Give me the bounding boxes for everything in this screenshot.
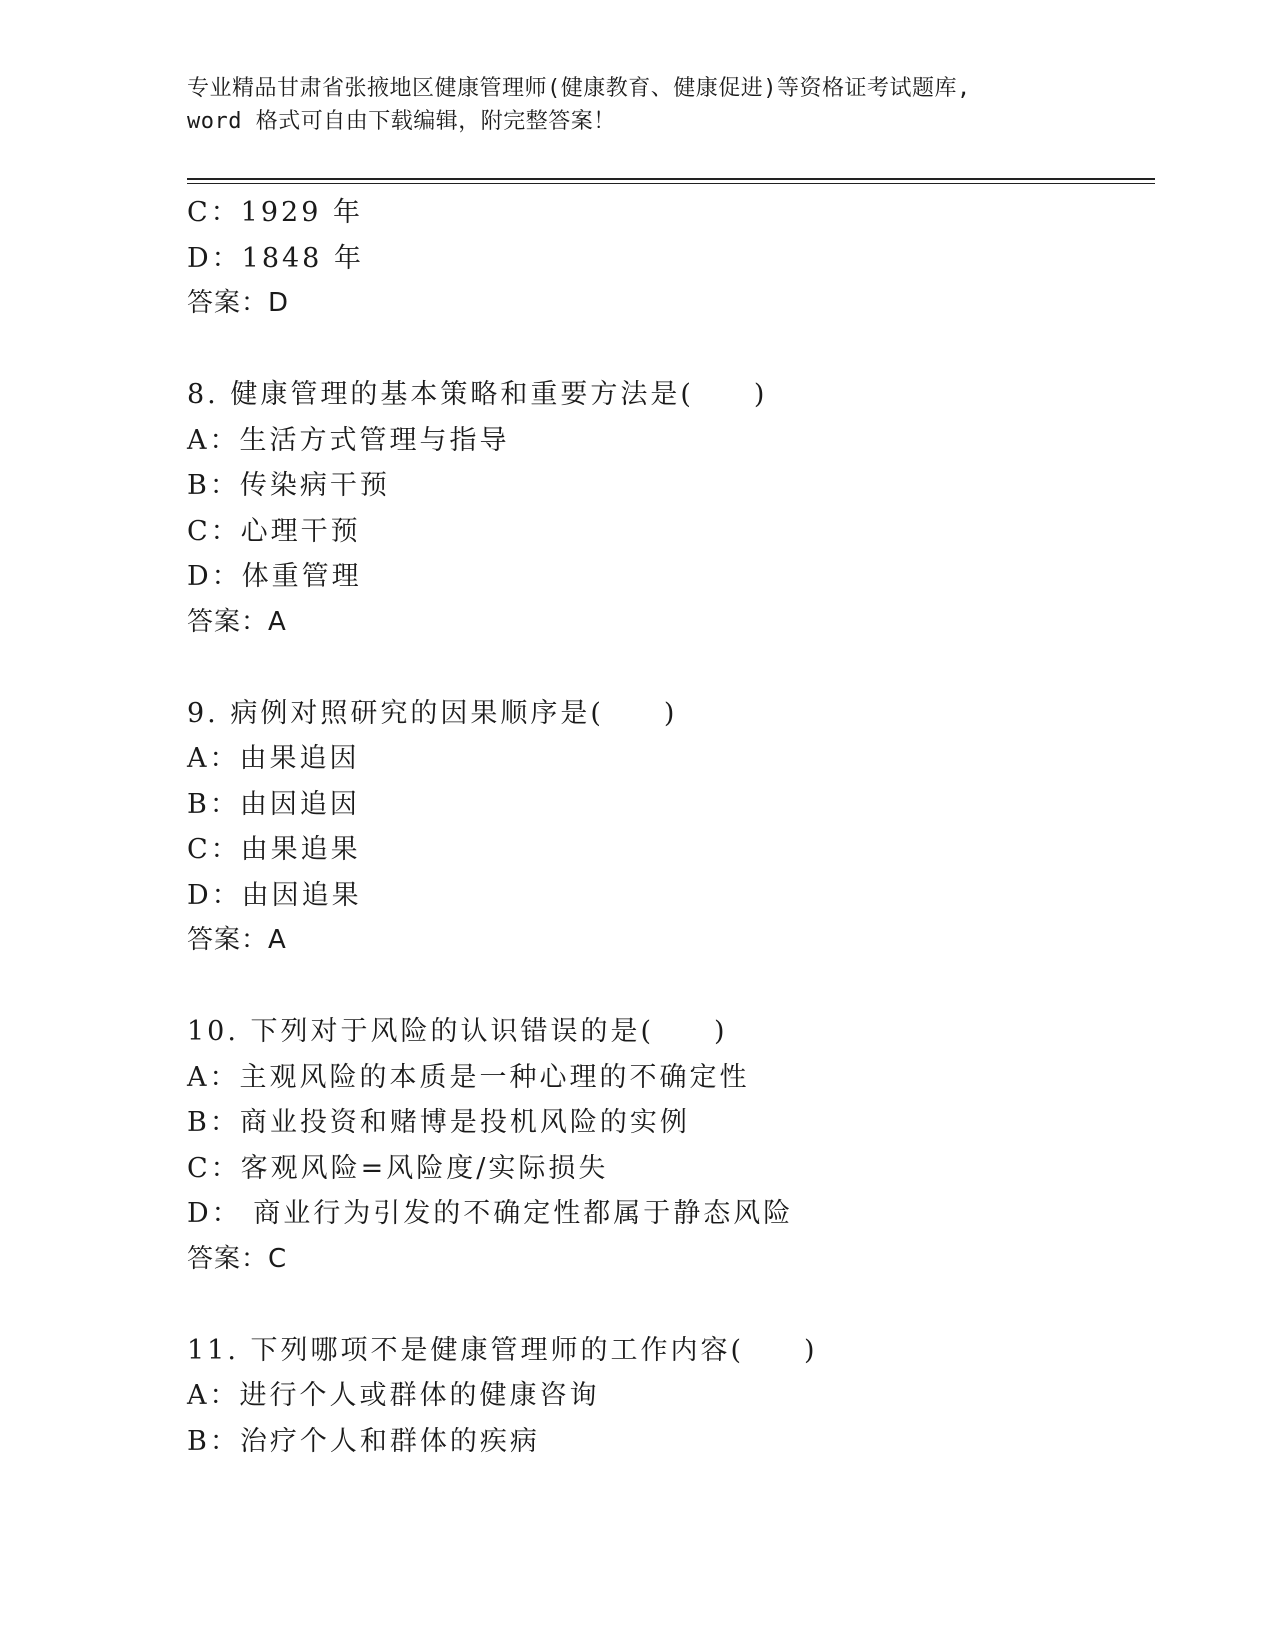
header-rule-thick xyxy=(187,178,1155,180)
q7-option-d: D：1848 年 xyxy=(187,242,364,274)
q8-option-d: D：体重管理 xyxy=(187,561,362,592)
q9-answer: 答案：A xyxy=(187,925,287,955)
q11-option-a: A：进行个人或群体的健康咨询 xyxy=(187,1380,600,1411)
spacer xyxy=(187,327,1147,373)
q11-option-b: B：治疗个人和群体的疾病 xyxy=(187,1425,540,1457)
q8-answer: 答案：A xyxy=(187,606,287,637)
q10-option-a: A：主观风险的本质是一种心理的不确定性 xyxy=(187,1061,750,1093)
q9-option-a: A：由果追因 xyxy=(187,743,360,774)
q11-stem: 11. 下列哪项不是健康管理师的工作内容( ) xyxy=(187,1334,818,1366)
spacer xyxy=(187,1282,1147,1328)
q10-option-c: C：客观风险=风险度/实际损失 xyxy=(187,1152,609,1184)
q10-option-b: B：商业投资和赌博是投机风险的实例 xyxy=(187,1107,690,1138)
q10-option-d: D： 商业行为引发的不确定性都属于静态风险 xyxy=(187,1198,794,1229)
q8-stem: 8. 健康管理的基本策略和重要方法是( ) xyxy=(187,379,768,410)
q7-answer: 答案：D xyxy=(187,288,290,318)
header-title-line1: 专业精品甘肃省张掖地区健康管理师(健康教育、健康促进)等资格证考试题库, xyxy=(187,76,971,101)
q9-stem: 9. 病例对照研究的因果顺序是( ) xyxy=(187,697,678,729)
spacer xyxy=(187,645,1147,691)
q8-option-c: C：心理干预 xyxy=(187,515,361,547)
q10-answer: 答案：C xyxy=(187,1243,288,1274)
q9-option-b: B：由因追因 xyxy=(187,788,360,820)
question-list xyxy=(187,190,1147,1464)
q8-option-a: A：生活方式管理与指导 xyxy=(187,424,510,456)
spacer xyxy=(187,964,1147,1010)
header-title-line2: word 格式可自由下载编辑，附完整答案！ xyxy=(187,109,616,134)
header-rule-thin xyxy=(187,183,1155,184)
q9-option-c: C：由果追果 xyxy=(187,834,361,865)
q9-option-d: D：由因追果 xyxy=(187,879,362,911)
q10-stem: 10. 下列对于风险的认识错误的是( ) xyxy=(187,1016,728,1047)
document-header xyxy=(187,72,1087,138)
q7-option-c: C：1929 年 xyxy=(187,197,363,228)
q8-option-b: B：传染病干预 xyxy=(187,470,390,501)
